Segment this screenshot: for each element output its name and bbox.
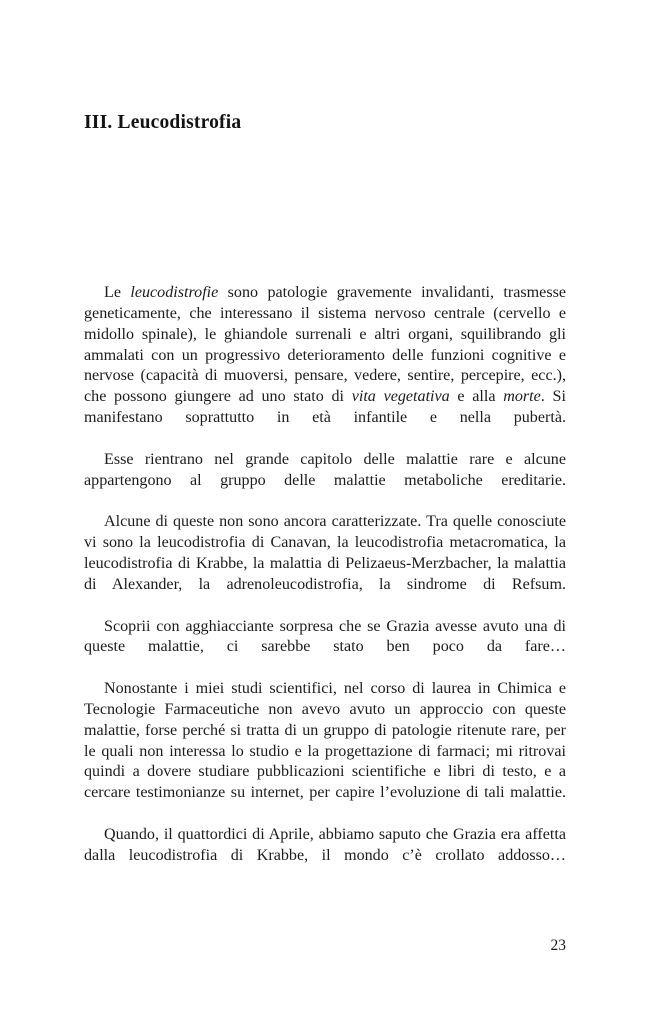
paragraph-p6: Quando, il quattordici di Aprile, abbiamo saputo che Grazia era affetta dalla leucodistrofia di Krabbe, il mondo c’è crollato addosso… bbox=[84, 825, 566, 864]
paragraph-p4: Scoprii con agghiacciante sorpresa che se Grazia avesse avuto una di queste malattie, ci sarebbe stato ben poco da fare… bbox=[84, 617, 566, 656]
emphasis-text: vita vegetativa bbox=[351, 388, 450, 406]
body-text-column bbox=[84, 283, 566, 887]
chapter-title: III. Leucodistrofia bbox=[84, 112, 242, 133]
paragraph-p2: Esse rientrano nel grande capitolo delle malattie rare e alcune appartengono al gruppo delle malattie metaboliche ereditarie. bbox=[84, 450, 566, 489]
page-number: 23 bbox=[550, 937, 566, 954]
paragraph-p1: Le leucodistrofie sono patologie gravemente invalidanti, trasmesse geneticamente, che interessano il sistema nervoso centrale (cervello e midollo spinale), le ghiandole surrenali e altri organi, squilibrando gli ammalati con un progressivo deterioramento delle funzioni cognitive e nervose (capacità di muoversi, pensare, vedere, sentire, percepire, ecc.), che possono giungere ad uno stato di vita vegetativa e alla morte. Si manifestano soprattutto in età infantile e nella pubertà. bbox=[84, 284, 566, 427]
paragraph-p3: Alcune di queste non sono ancora caratterizzate. Tra quelle conosciute vi sono la leucodistrofia di Canavan, la leucodistrofia metacromatica, la leucodistrofia di Krabbe, la malattia di Pelizaeus-Merzbacher, la malattia di Alexander, la adrenoleucodistrofia, la sindrome di Refsum. bbox=[84, 513, 566, 593]
paragraph-p5: Nonostante i miei studi scientifici, nel corso di laurea in Chimica e Tecnologie Farmaceutiche non avevo avuto un approccio con queste malattie, forse perché si tratta di un gruppo di patologie ritenute rare, per le quali non interessa lo studio e la progettazione di farmaci; mi ritrovai quindi a dovere studiare pubblicazioni scientifiche e libri di testo, e a cercare testimonianze su internet, per capire l’evoluzione di tali malattie. bbox=[84, 680, 566, 802]
emphasis-text: morte bbox=[503, 388, 541, 406]
emphasis-text: leucodistrofie bbox=[130, 284, 219, 301]
